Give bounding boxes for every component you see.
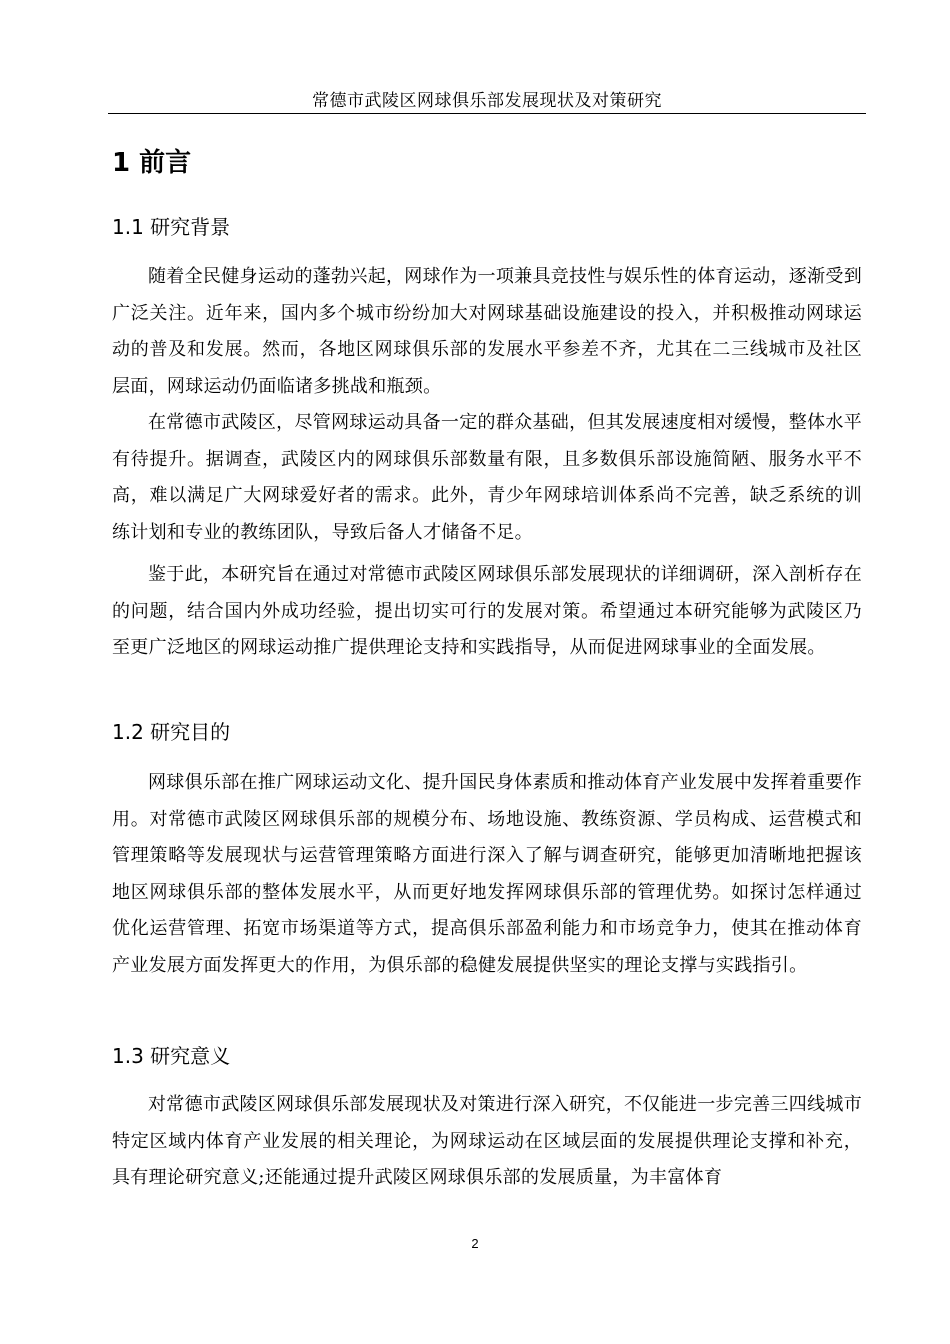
chapter-title: 1 前言 — [112, 148, 192, 178]
header-rule — [108, 113, 866, 114]
paragraph-1-1-b: 在常德市武陵区，尽管网球运动具备一定的群众基础，但其发展速度相对缓慢，整体水平有待提升。据调查，武陵区内的网球俱乐部数量有限，且多数俱乐部设施简陋、服务水平不高，难以满足广大网球爱好者的需求。此外，青少年网球培训体系尚不完善，缺乏系统的训练计划和专业的教练团队，导致后备人才储备不足。 — [112, 412, 862, 543]
section-title-1-1: 1.1 研究背景 — [112, 215, 231, 239]
paragraph-1-1-c: 鉴于此，本研究旨在通过对常德市武陵区网球俱乐部发展现状的详细调研，深入剖析存在的问题，结合国内外成功经验，提出切实可行的发展对策。希望通过本研究能够为武陵区乃至更广泛地区的网球运动推广提供理论支持和实践指导，从而促进网球事业的全面发展。 — [112, 564, 862, 658]
paragraph-1-2-a: 网球俱乐部在推广网球运动文化、提升国民身体素质和推动体育产业发展中发挥着重要作用。对常德市武陵区网球俱乐部的规模分布、场地设施、教练资源、学员构成、运营模式和管理策略等发展现状与运营管理策略方面进行深入了解与调查研究，能够更加清晰地把握该地区网球俱乐部的整体发展水平，从而更好地发挥网球俱乐部的管理优势。如探讨怎样通过优化运营管理、拓宽市场渠道等方式，提高俱乐部盈利能力和市场竞争力，使其在推动体育产业发展方面发挥更大的作用，为俱乐部的稳健发展提供坚实的理论支撑与实践指引。 — [112, 772, 862, 976]
section-title-1-2: 1.2 研究目的 — [112, 720, 231, 744]
paragraph-1-1-a: 随着全民健身运动的蓬勃兴起，网球作为一项兼具竞技性与娱乐性的体育运动，逐渐受到广泛关注。近年来，国内多个城市纷纷加大对网球基础设施建设的投入，并积极推动网球运动的普及和发展。然而，各地区网球俱乐部的发展水平参差不齐，尤其在二三线城市及社区层面，网球运动仍面临诸多挑战和瓶颈。 — [112, 266, 862, 397]
section-title-1-3: 1.3 研究意义 — [112, 1044, 231, 1068]
running-header: 常德市武陵区网球俱乐部发展现状及对策研究 — [312, 91, 662, 111]
page-number: 2 — [471, 1236, 479, 1251]
paragraph-1-3-a: 对常德市武陵区网球俱乐部发展现状及对策进行深入研究，不仅能进一步完善三四线城市特定区域内体育产业发展的相关理论，为网球运动在区域层面的发展提供理论支撑和补充，具有理论研究意义;还能通过提升武陵区网球俱乐部的发展质量，为丰富体育 — [112, 1094, 862, 1188]
